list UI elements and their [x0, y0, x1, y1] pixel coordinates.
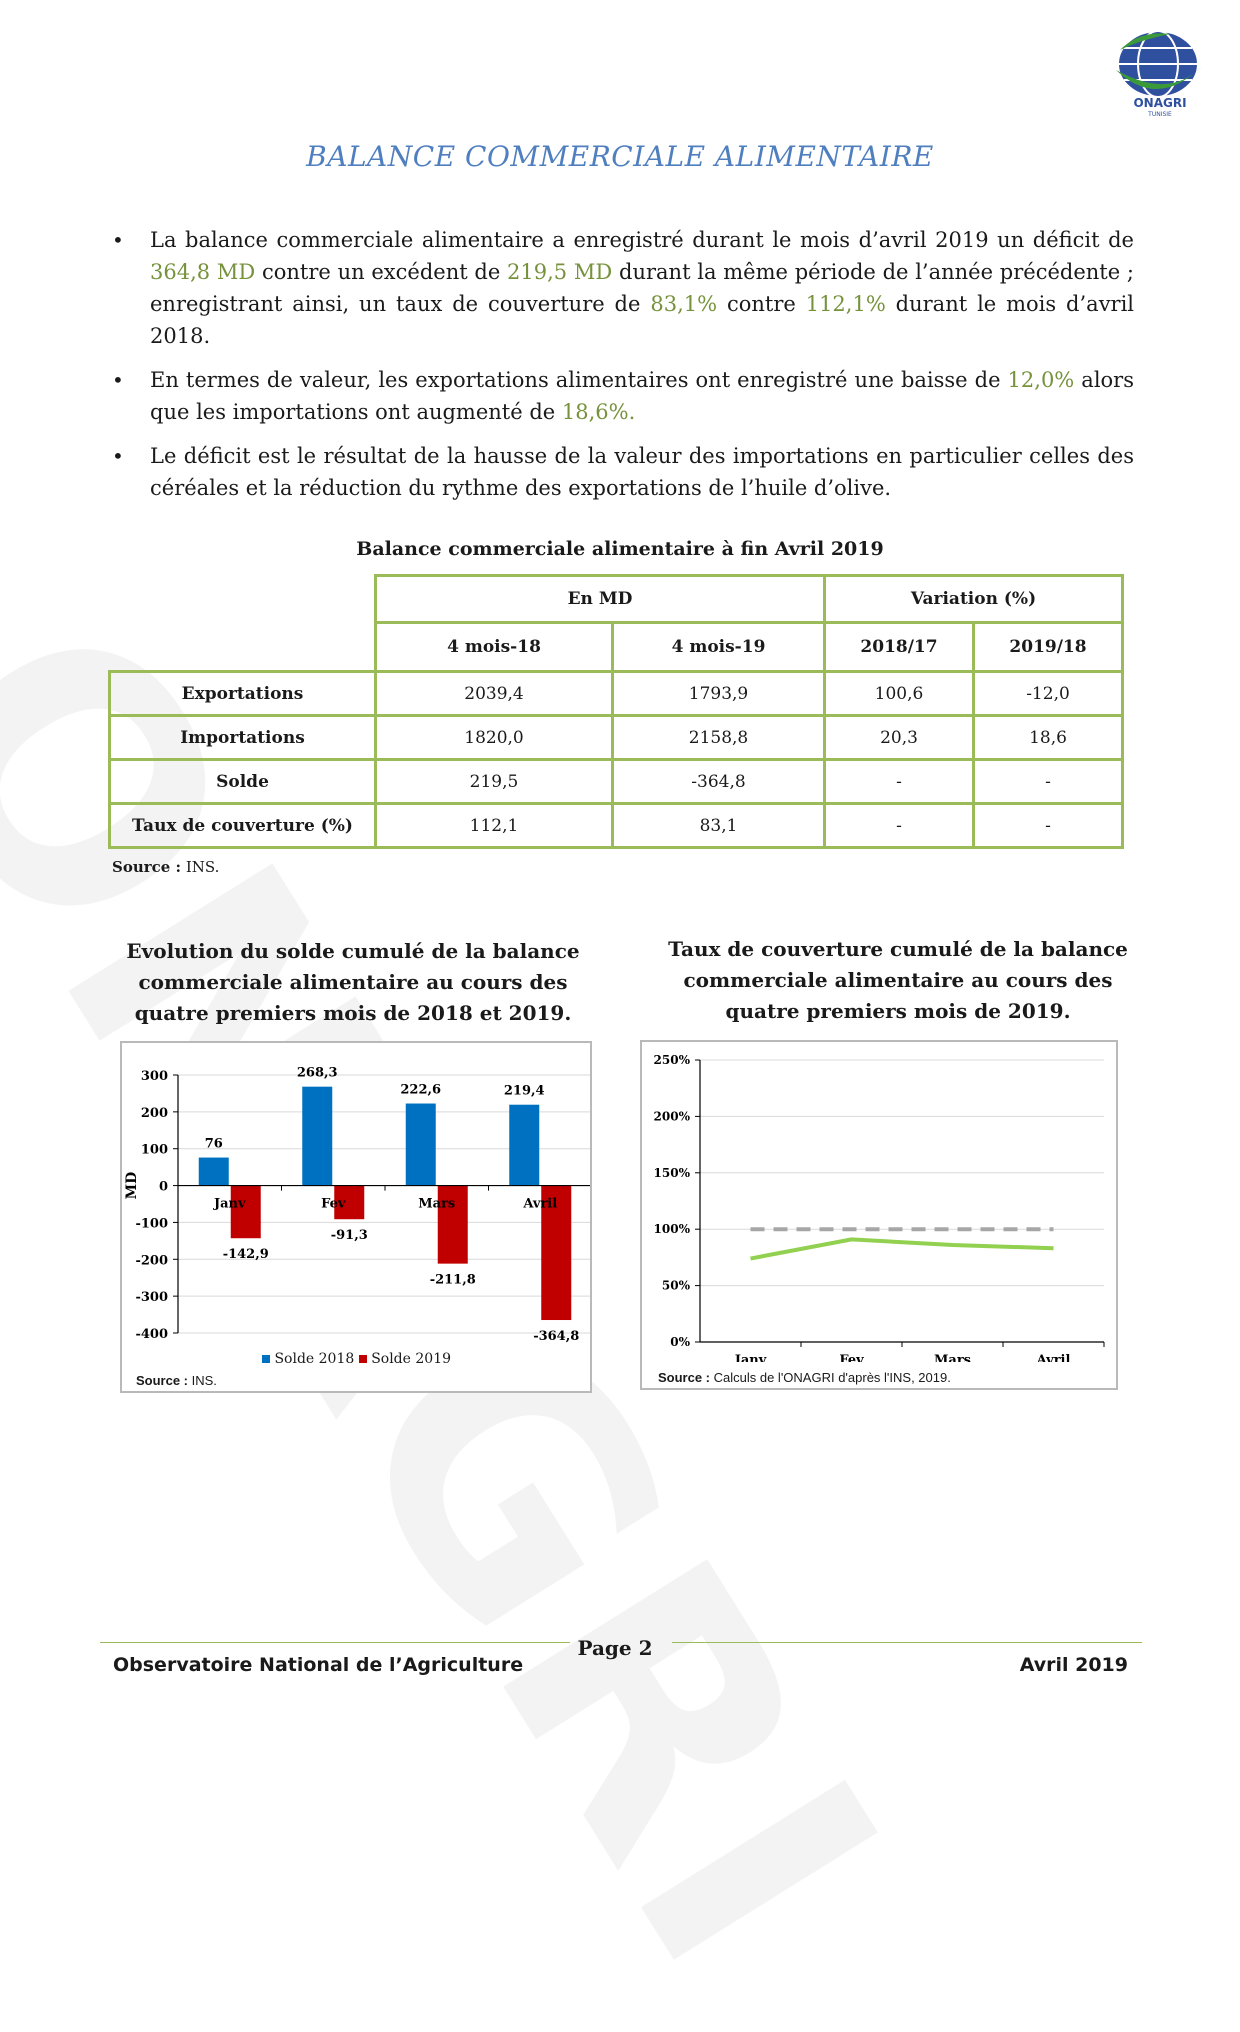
column-header: 4 mois-19: [611, 621, 826, 673]
bullet-text: durant la même période de l’année précédente ; enregistrant ainsi, un taux de couverture de: [150, 260, 1134, 316]
bar-solde-2018: [509, 1105, 539, 1186]
x-tick-label: Mars: [418, 1196, 456, 1212]
page-number: Page 2: [577, 1636, 653, 1660]
bar-solde-2019: [231, 1186, 261, 1239]
data-label: 219,4: [503, 1083, 545, 1099]
column-header: 2018/17: [823, 621, 975, 673]
source-text: INS.: [181, 858, 220, 876]
row-label: Importations: [108, 714, 377, 761]
row-label: Exportations: [108, 670, 377, 717]
table-cell: 1793,9: [611, 670, 826, 717]
y-tick-label: 100: [140, 1142, 168, 1158]
table-cell: -: [823, 758, 975, 805]
footer-left: Observatoire National de l’Agriculture: [113, 1654, 524, 1676]
table-cell: 20,3: [823, 714, 975, 761]
y-tick-label: 250%: [653, 1053, 690, 1067]
couverture-line-chart: [642, 1042, 1116, 1362]
footer-line-left: [100, 1642, 570, 1643]
y-tick-label: -100: [135, 1216, 168, 1232]
data-label: 76: [204, 1136, 223, 1152]
legend-label: Solde 2018: [274, 1351, 355, 1367]
bullet-text: Le déficit est le résultat de la hausse de la valeur des importations en particulier celles des céréales et la réduction du rythme des exportations de l’huile d’olive.: [150, 444, 1134, 500]
table-cell: 2039,4: [374, 670, 614, 717]
data-label: 222,6: [400, 1082, 442, 1098]
x-tick-label: Janv: [734, 1353, 767, 1362]
source-label: Source :: [658, 1370, 711, 1385]
chart2-source: [658, 1370, 951, 1385]
page-title: BALANCE COMMERCIALE ALIMENTAIRE: [306, 140, 934, 173]
bullet-text: La balance commerciale alimentaire a enregistré durant le mois d’avril 2019 un déficit de: [150, 228, 1134, 252]
highlight-value: 83,1%: [650, 292, 718, 316]
table-cell: 1820,0: [374, 714, 614, 761]
y-tick-label: 300: [140, 1069, 168, 1084]
table-cell: -12,0: [972, 670, 1124, 717]
column-header: 2019/18: [972, 621, 1124, 673]
table-cell: -364,8: [611, 758, 826, 805]
footer-line-right: [672, 1642, 1142, 1643]
bullet-item: [112, 440, 1134, 504]
data-label: 268,3: [296, 1065, 338, 1081]
solde-bar-chart: [122, 1043, 590, 1343]
data-label: -142,9: [222, 1247, 269, 1263]
x-tick-label: Mars: [934, 1353, 971, 1362]
bar-solde-2018: [406, 1104, 436, 1186]
table-cell: -: [823, 802, 975, 849]
table-cell: 112,1: [374, 802, 614, 849]
bullet-item: [112, 224, 1134, 352]
footer-right: Avril 2019: [1019, 1654, 1128, 1676]
table-cell: -: [972, 758, 1124, 805]
y-axis-label: MD: [124, 1171, 140, 1200]
legend-label: Solde 2019: [371, 1351, 452, 1367]
row-label: Solde: [108, 758, 377, 805]
group-header-variation: Variation (%): [823, 574, 1124, 624]
y-tick-label: 50%: [661, 1278, 690, 1293]
bullet-text: contre: [717, 292, 806, 316]
table-cell: -: [972, 802, 1124, 849]
source-label: Source :: [136, 1373, 189, 1388]
source-label: Source :: [112, 858, 182, 876]
y-tick-label: 0%: [670, 1335, 690, 1349]
source-text: Calculs de l'ONAGRI d'après l'INS, 2019.: [710, 1370, 951, 1385]
y-tick-label: -400: [135, 1327, 168, 1342]
row-label: Taux de couverture (%): [108, 802, 377, 849]
y-tick-label: 200%: [653, 1109, 690, 1124]
data-label: -211,8: [429, 1272, 476, 1288]
bullet-item: [112, 364, 1134, 428]
table-source: [112, 858, 219, 876]
bullet-text: contre un excédent de: [255, 260, 508, 284]
chart1-frame: [120, 1041, 592, 1393]
x-tick-label: Janv: [213, 1196, 246, 1212]
legend-swatch-2019: [359, 1355, 367, 1363]
chart1-source: [136, 1373, 217, 1388]
highlight-value: 219,5 MD: [507, 260, 613, 284]
source-text: INS.: [188, 1373, 217, 1388]
series-line: [751, 1239, 1054, 1258]
y-tick-label: -200: [135, 1253, 168, 1269]
table-cell: 100,6: [823, 670, 975, 717]
y-tick-label: -300: [135, 1290, 168, 1306]
x-tick-label: Fev: [839, 1353, 864, 1362]
table-cell: 18,6: [972, 714, 1124, 761]
y-tick-label: 200: [140, 1105, 168, 1121]
logo-text: ONAGRI: [1133, 96, 1187, 110]
table-cell: 2158,8: [611, 714, 826, 761]
x-tick-label: Avril: [1036, 1353, 1071, 1362]
group-header-md: En MD: [374, 574, 826, 624]
chart2-frame: [640, 1040, 1118, 1390]
bullet-text: alors que les importations ont augmenté de: [150, 368, 1134, 424]
bar-solde-2018: [302, 1087, 332, 1186]
highlight-value: 12,0%: [1007, 368, 1075, 392]
chart1-legend: [262, 1351, 451, 1367]
highlight-value: 112,1%: [805, 292, 886, 316]
y-tick-label: 100%: [653, 1222, 690, 1237]
highlight-value: 364,8 MD: [150, 260, 256, 284]
x-tick-label: Avril: [523, 1196, 558, 1212]
onagri-logo: [1110, 20, 1210, 120]
highlight-value: 18,6%.: [561, 400, 636, 424]
y-tick-label: 150%: [653, 1165, 690, 1180]
table-title: Balance commerciale alimentaire à fin Avril 2019: [356, 538, 884, 560]
bullet-text: durant le mois d’avril 2018.: [150, 292, 1135, 348]
table-cell: 219,5: [374, 758, 614, 805]
chart1-title: Evolution du solde cumulé de la balance commerciale alimentaire au cours des quatre premiers mois de 2018 et 2019.: [126, 939, 580, 1025]
bullet-text: En termes de valeur, les exportations alimentaires ont enregistré une baisse de: [150, 368, 1008, 392]
data-label: -364,8: [533, 1329, 580, 1343]
bar-solde-2018: [199, 1158, 229, 1186]
bullet-list: [112, 224, 1134, 516]
table-cell: 83,1: [611, 802, 826, 849]
chart2-title: Taux de couverture cumulé de la balance commerciale alimentaire au cours des quatre premiers mois de 2019.: [668, 937, 1128, 1023]
logo-subtext: TUNISIE: [1148, 111, 1172, 118]
y-tick-label: 0: [158, 1179, 168, 1195]
data-label: -91,3: [330, 1228, 368, 1244]
legend-swatch-2018: [262, 1355, 270, 1363]
x-tick-label: Fev: [321, 1196, 346, 1212]
column-header: 4 mois-18: [374, 621, 614, 673]
